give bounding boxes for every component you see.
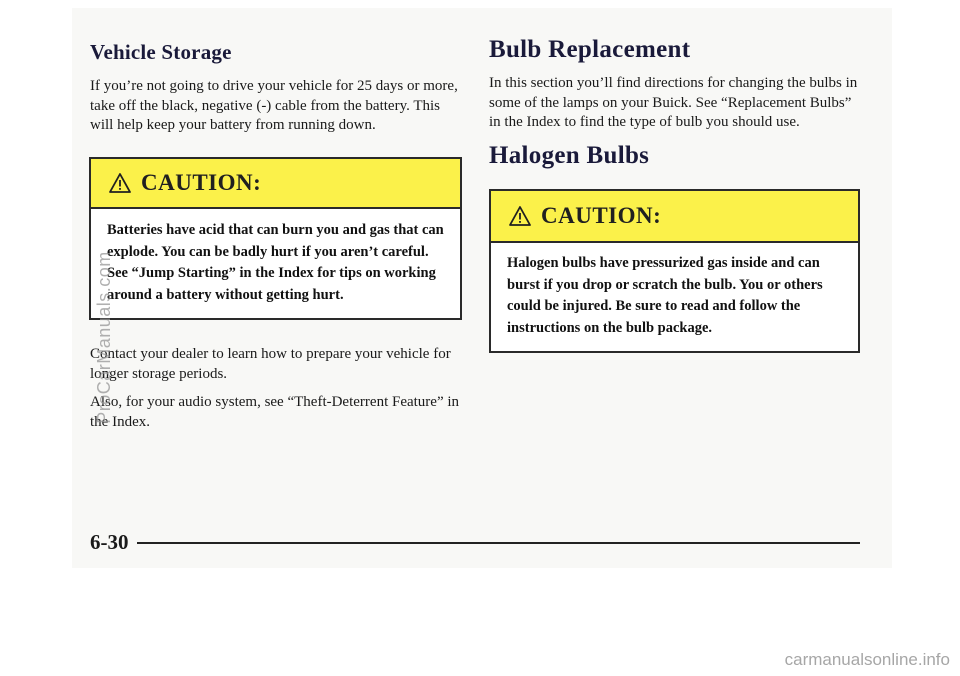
footer-rule	[137, 542, 861, 544]
storage-dealer-paragraph: Contact your dealer to learn how to prepare your vehicle for longer storage periods.	[90, 346, 451, 382]
warning-triangle-icon	[509, 206, 531, 226]
vehicle-storage-intro: If you’re not going to drive your vehicle for 25 days or more, take off the black, negative (-) cable from the battery. This will help keep your battery from running down.	[90, 78, 458, 133]
bulb-replacement-intro: In this section you’ll find directions for changing the bulbs in some of the lamps on your Buick. See “Replacement Bulbs” in the Index to find the type of bulb you should use.	[489, 75, 858, 130]
side-watermark	[92, 212, 116, 462]
caution-title: CAUTION:	[541, 203, 662, 228]
caution-title: CAUTION:	[141, 170, 262, 195]
bottom-watermark: carmanualsonline.info	[784, 650, 950, 669]
halogen-caution-box	[489, 189, 860, 353]
caution-body: Halogen bulbs have pressurized gas inside and can burst if you drop or scratch the bulb. You or others could be injured. Be sure to read and follow the instructions on the bulb package.	[507, 255, 823, 336]
page-number: 6-30	[90, 530, 129, 554]
caution-header	[91, 159, 460, 209]
audio-system-paragraph: Also, for your audio system, see “Theft-Deterrent Feature” in the Index.	[90, 394, 460, 430]
side-watermark-text: ProCarManuals.com	[93, 250, 114, 424]
caution-body: Batteries have acid that can burn you and gas that can explode. You can be badly hurt if you aren’t careful. See “Jump Starting” in the Index for tips on working around a battery without getting hurt.	[107, 222, 444, 303]
left-column	[90, 40, 462, 145]
right-column	[489, 36, 861, 180]
page-footer	[90, 530, 860, 555]
bulb-replacement-heading: Bulb Replacement	[489, 36, 691, 63]
vehicle-storage-heading: Vehicle Storage	[90, 40, 232, 64]
left-column-lower	[90, 345, 462, 441]
caution-header	[491, 191, 858, 243]
battery-caution-box	[89, 157, 462, 320]
warning-triangle-icon	[109, 173, 131, 193]
halogen-bulbs-heading: Halogen Bulbs	[489, 141, 650, 169]
